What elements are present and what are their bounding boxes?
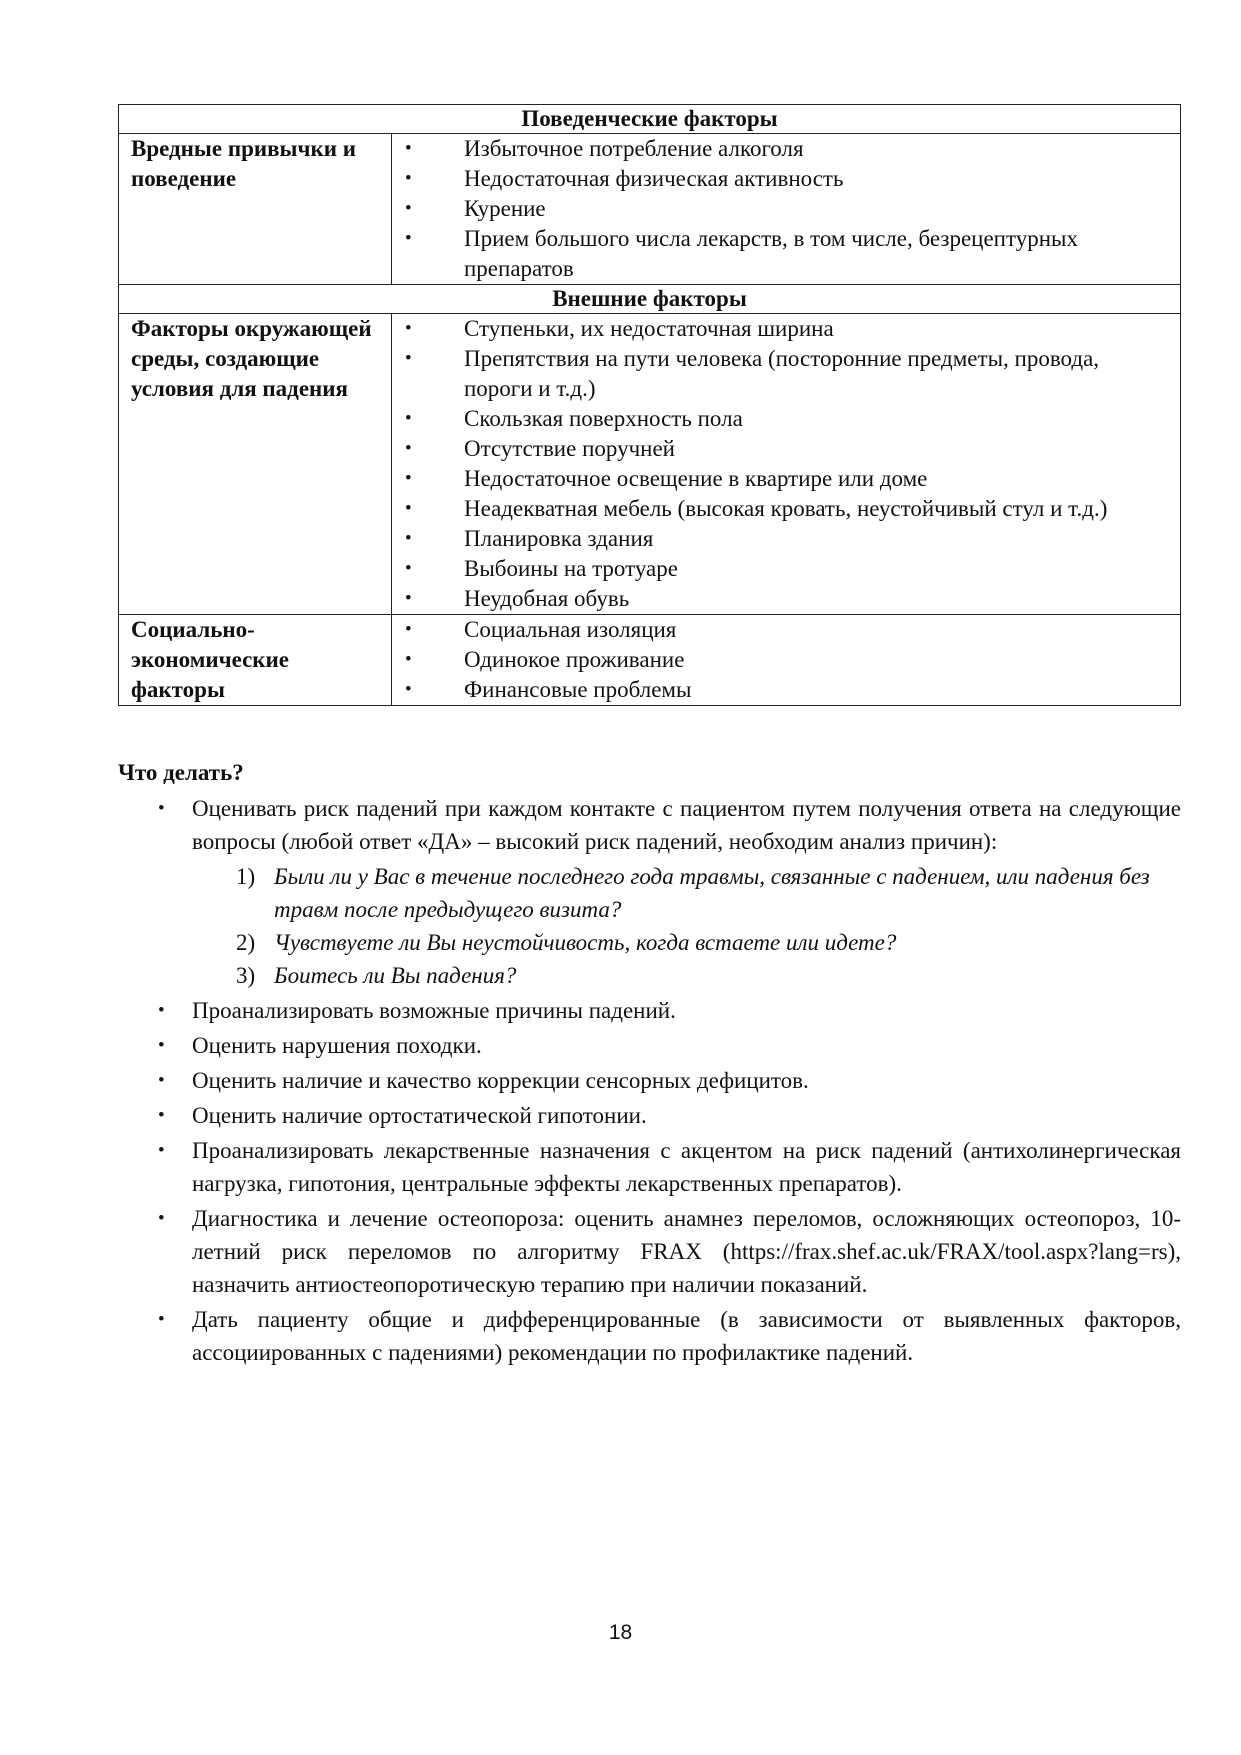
bullet-icon: • <box>158 1105 165 1126</box>
list-item: • Курение <box>392 194 1180 224</box>
page-number: 18 <box>608 1621 633 1644</box>
list-item: • Неудобная обувь <box>392 584 1180 614</box>
list-item: • Дать пациенту общие и дифференцированные (в зависимости от выявленных факторов, ассоциированных с падениями) рекомендации по профилактике падений. <box>118 1303 1181 1369</box>
question-item: 1) Были ли у Вас в течение последнего года травмы, связанные с падением, или падения без травм после предыдущего визита? <box>236 864 1150 922</box>
list-item: • Диагностика и лечение остеопороза: оценить анамнез переломов, осложняющих остеопороз, 10-летний риск переломов по алгоритму FRAX (https://frax.shef.ac.uk/FRAX/tool.aspx?lang=rs), назначить антиостеопоротическую терапию при наличии показаний. <box>118 1202 1181 1301</box>
bullet-icon: • <box>405 528 412 549</box>
list-item: • Оценить наличие ортостатической гипотонии. <box>118 1099 1181 1132</box>
bullet-icon: • <box>158 1070 165 1091</box>
list-item: • Оценить наличие и качество коррекции сенсорных дефицитов. <box>118 1064 1181 1097</box>
list-item: • Ступеньки, их недостаточная ширина <box>392 314 1180 344</box>
table-row <box>119 134 1181 285</box>
bullet-icon: • <box>405 438 412 459</box>
risk-factors-table <box>118 104 1181 706</box>
list-item: • Социальная изоляция <box>392 615 1180 645</box>
environment-list <box>392 314 1180 614</box>
bullet-icon: • <box>405 138 412 159</box>
questions-list <box>118 860 1181 992</box>
bullet-icon: • <box>405 348 412 369</box>
list-item: • Планировка здания <box>392 524 1180 554</box>
list-item: • Оценивать риск падений при каждом контакте с пациентом путем получения ответа на следующие вопросы (любой ответ «ДА» – высокий риск падений, необходим анализ причин): <box>118 792 1181 858</box>
list-item: • Одинокое проживание <box>392 645 1180 675</box>
list-item: • Финансовые проблемы <box>392 675 1180 705</box>
bullet-icon: • <box>405 168 412 189</box>
socioeconomic-list <box>392 615 1180 705</box>
behavioral-factors-header: Поведенческие факторы <box>119 105 1181 134</box>
list-item: • Избыточное потребление алкоголя <box>392 134 1180 164</box>
bullet-icon: • <box>405 558 412 579</box>
external-factors-header: Внешние факторы <box>119 285 1181 314</box>
what-to-do-section <box>118 758 1181 1371</box>
list-item: • Недостаточная физическая активность <box>392 164 1180 194</box>
question-item: 2) Чувствуете ли Вы неустойчивость, когда встаете или идете? <box>236 930 897 955</box>
recommendations-list-continued <box>118 994 1181 1369</box>
table-row <box>119 314 1181 615</box>
list-item: • Недостаточное освещение в квартире или доме <box>392 464 1180 494</box>
list-item: • Проанализировать лекарственные назначения с акцентом на риск падений (антихолинергическая нагрузка, гипотония, центральные эффекты лекарственных препаратов). <box>118 1134 1181 1200</box>
list-item: • Отсутствие поручней <box>392 434 1180 464</box>
list-item: • Прием большого числа лекарств, в том числе, безрецептурных препаратов <box>405 226 1078 281</box>
list-item: • Выбоины на тротуаре <box>392 554 1180 584</box>
bullet-icon: • <box>405 228 412 249</box>
bullet-icon: • <box>405 588 412 609</box>
category-environment: Факторы окружающей среды, создающие условия для падения <box>119 314 392 615</box>
bullet-icon: • <box>405 318 412 339</box>
recommendations-list <box>118 792 1181 858</box>
list-item: • Проанализировать возможные причины падений. <box>118 994 1181 1027</box>
bullet-icon: • <box>158 1309 165 1330</box>
bullet-icon: • <box>405 408 412 429</box>
bullet-icon: • <box>158 1035 165 1056</box>
bullet-icon: • <box>158 798 165 819</box>
bullet-icon: • <box>405 198 412 219</box>
bullet-icon: • <box>158 1208 165 1229</box>
bullet-icon: • <box>158 1140 165 1161</box>
question-item: 3) Боитесь ли Вы падения? <box>236 963 517 988</box>
category-habits: Вредные привычки и поведение <box>119 134 392 285</box>
bullet-icon: • <box>405 679 412 700</box>
table-row <box>119 615 1181 706</box>
list-item: • Неадекватная мебель (высокая кровать, неустойчивый стул и т.д.) <box>392 494 1180 524</box>
category-socioeconomic: Социально-экономические факторы <box>119 615 392 706</box>
bullet-icon: • <box>405 619 412 640</box>
bullet-icon: • <box>158 1000 165 1021</box>
list-item: • Скользкая поверхность пола <box>392 404 1180 434</box>
bullet-icon: • <box>405 649 412 670</box>
habits-list <box>392 134 1180 284</box>
list-item: • Препятствия на пути человека (посторонние предметы, провода, пороги и т.д.) <box>405 346 1100 401</box>
list-item: • Оценить нарушения походки. <box>118 1029 1181 1062</box>
bullet-icon: • <box>405 498 412 519</box>
bullet-icon: • <box>405 468 412 489</box>
section-heading: Что делать? <box>118 760 244 785</box>
